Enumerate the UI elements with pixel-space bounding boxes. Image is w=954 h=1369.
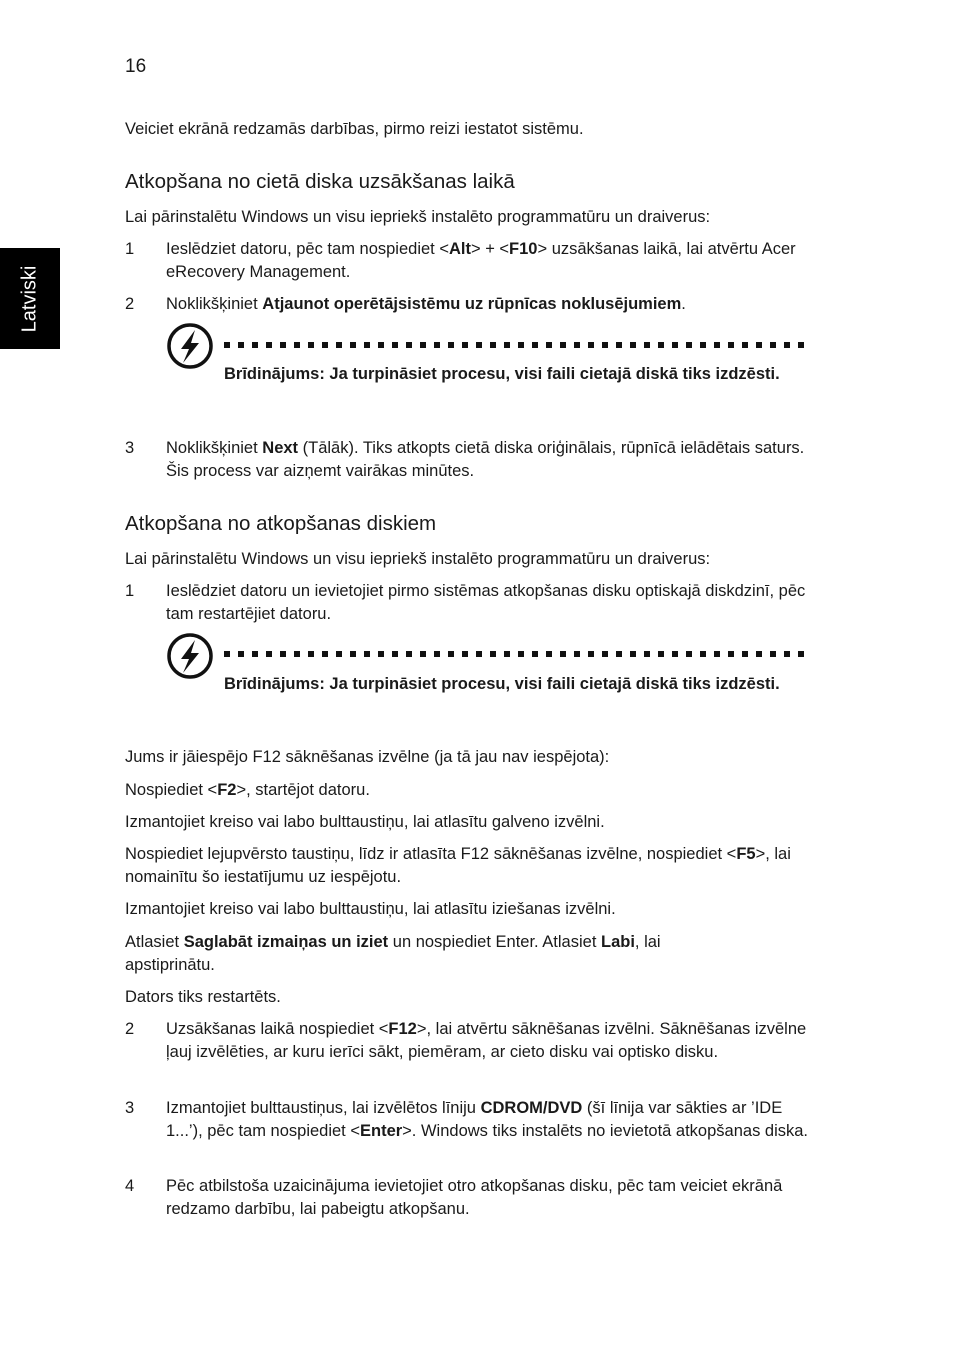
step-number: 1 [125, 240, 135, 258]
section2-heading: Atkopšana no atkopšanas diskiem [125, 512, 437, 535]
para-restart: Dators tiks restartēts. [125, 988, 281, 1006]
warning-text: Brīdinājums: Ja turpināsiet procesu, visi faili cietajā diskā tiks izdzēsti. [224, 675, 780, 693]
section1-lead: Lai pārinstalētu Windows un visu iepriekš instalēto programmatūru un draiverus: [125, 208, 711, 226]
para-main-menu: Izmantojiet kreiso vai labo bulttaustiņu, lai atlasītu galveno izvēlni. [125, 813, 605, 831]
intro-text: Veiciet ekrānā redzamās darbības, pirmo reizi iestatot sistēmu. [125, 120, 584, 138]
para-exit-menu: Izmantojiet kreiso vai labo bulttaustiņu, lai atlasītu iziešanas izvēlni. [125, 900, 616, 918]
step-text: Noklikšķiniet Next (Tālāk). Tiks atkopts cietā diska oriģinālais, rūpnīcā ielādētais saturs. Šis process var aizņemt vairākas minūtes. [166, 439, 805, 480]
page-number: 16 [125, 56, 147, 77]
step-number: 1 [125, 582, 135, 600]
section1-heading: Atkopšana no cietā diska uzsākšanas laikā [125, 170, 515, 193]
step-text: Ieslēdziet datoru, pēc tam nospiediet <Alt> + <F10> uzsākšanas laikā, lai atvērtu Acer eRecovery Management. [166, 240, 796, 281]
para-save-exit: Atlasiet Saglabāt izmaiņas un iziet un nospiediet Enter. Atlasiet Labi, lai apstiprinātu. [125, 933, 661, 974]
step-number: 2 [125, 1020, 135, 1038]
section2-step-1 [125, 580, 815, 626]
section1-step-2 [125, 293, 815, 316]
step-text: Pēc atbilstoša uzaicinājuma ievietojiet otro atkopšanas disku, pēc tam veiciet ekrānā redzamo darbību, lai pabeigtu atkopšanu. [166, 1177, 783, 1218]
language-tab [0, 248, 60, 349]
section2-step-3 [125, 1097, 815, 1143]
warning-icon [166, 322, 214, 375]
para-press-f5: Nospiediet lejupvērsto taustiņu, līdz ir atlasīta F12 sāknēšanas izvēlne, nospiediet <F5>, lai nomainītu šo iestatījumu uz iespējotu. [125, 845, 791, 886]
language-tab-label: Latviski [18, 265, 41, 332]
warning-divider [224, 342, 812, 348]
step-text: Noklikšķiniet Atjaunot operētājsistēmu uz rūpnīcas noklusējumiem. [166, 295, 686, 313]
step-text: Ieslēdziet datoru un ievietojiet pirmo sistēmas atkopšanas disku optiskajā diskdzinī, pēc tam restartējiet datoru. [166, 582, 806, 623]
section1-step-1 [125, 238, 815, 284]
step-number: 2 [125, 295, 135, 313]
warning-divider [224, 651, 812, 657]
para-press-f2: Nospiediet <F2>, startējot datoru. [125, 781, 370, 799]
step-number: 3 [125, 1099, 135, 1117]
section2-step-2 [125, 1018, 815, 1064]
step-text: Uzsākšanas laikā nospiediet <F12>, lai atvērtu sāknēšanas izvēlni. Sāknēšanas izvēlne ļauj izvēlēties, ar kuru ierīci sākt, piemēram, ar cieto disku vai optisko disku. [166, 1020, 807, 1061]
para-enable-f12: Jums ir jāiespējo F12 sāknēšanas izvēlne (ja tā jau nav iespējota): [125, 748, 610, 766]
step-number: 4 [125, 1177, 135, 1195]
section2-lead: Lai pārinstalētu Windows un visu iepriekš instalēto programmatūru un draiverus: [125, 550, 711, 568]
section1-step-3 [125, 437, 815, 483]
step-text: Izmantojiet bulttaustiņus, lai izvēlētos līniju CDROM/DVD (šī līnija var sākties ar ’IDE 1...’), pēc tam nospiediet <Enter>. Windows tiks instalēts no ievietotā atkopšanas diska. [166, 1099, 809, 1140]
warning-text: Brīdinājums: Ja turpināsiet procesu, visi faili cietajā diskā tiks izdzēsti. [224, 365, 780, 383]
warning-icon [166, 632, 214, 685]
step-number: 3 [125, 439, 135, 457]
section2-step-4 [125, 1175, 815, 1221]
